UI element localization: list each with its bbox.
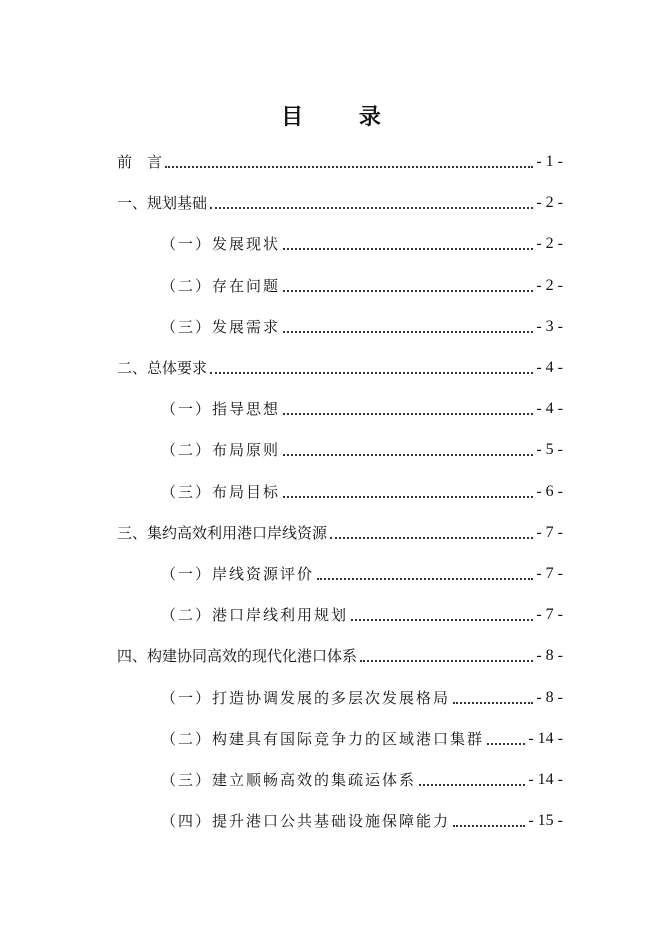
toc-entry-section[interactable] [161,682,563,708]
toc-entry-page-number: - 1 - [536,153,563,170]
toc-entry-page-number: - 3 - [536,317,563,335]
toc-entry-label: （二）构建具有国际竞争力的区域港口集群 [161,729,485,748]
toc-dot-leader [283,413,533,415]
toc-dot-leader [453,702,533,704]
toc-dot-leader [283,248,533,250]
toc-entry-section[interactable] [161,393,563,419]
toc-entry-label: （一）打造协调发展的多层次发展格局 [161,688,451,707]
toc-entry-page-number: - 4 - [536,359,563,376]
toc-entry-label: （一）发展现状 [161,235,281,254]
toc-dot-leader [283,454,533,456]
toc-dot-leader [487,743,525,745]
toc-entry-page-number: - 5 - [536,441,563,459]
toc-entry-chapter[interactable] [117,517,563,543]
toc-entry-page-number: - 14 - [528,771,563,788]
toc-entry-section[interactable] [161,764,563,790]
toc-dot-leader [210,207,533,209]
toc-dot-leader [283,331,533,333]
toc-dot-leader [330,537,533,539]
toc-entry-label: （一）指导思想 [161,400,281,419]
toc-dot-leader [453,825,525,827]
toc-entry-label: （一）岸线资源评价 [161,565,315,583]
toc-entry-page-number: - 15 - [528,812,563,830]
toc-entry-chapter[interactable] [117,352,563,378]
toc-dot-leader [360,660,533,662]
toc-dot-leader [165,166,533,168]
toc-entry-label: 四、构建协同高效的现代化港口体系 [117,647,358,666]
toc-entry-label: （三）发展需求 [161,317,281,336]
toc-entry-section[interactable] [161,599,563,625]
toc-entry-page-number: - 2 - [536,276,563,294]
toc-entry-section[interactable] [161,228,563,254]
toc-entry-label: 前 言 [117,153,163,171]
toc-entry-page-number: - 8 - [536,688,563,706]
toc-dot-leader [351,619,533,621]
toc-dot-leader [283,290,533,292]
toc-entry-page-number: - 2 - [536,194,563,212]
toc-entry-label: （二）布局原则 [161,441,281,460]
toc-entry-section[interactable] [161,434,563,460]
toc-entry-page-number: - 7 - [536,606,563,624]
toc-entry-chapter[interactable] [117,187,563,213]
toc-entry-chapter[interactable] [117,640,563,666]
toc-dot-leader [210,372,533,374]
toc-title: 目 录 [281,105,405,130]
toc-entry-label: 一、规划基础 [117,194,208,213]
toc-dot-leader [317,578,533,580]
toc-entry-section[interactable] [161,476,563,502]
toc-entry-label: （二）港口岸线利用规划 [161,606,349,625]
toc-entry-label: （四）提升港口公共基础设施保障能力 [161,812,451,831]
toc-entry-section[interactable] [161,558,563,584]
toc-entry-label: （三）布局目标 [161,482,281,501]
toc-entry-section[interactable] [161,723,563,749]
toc-dot-leader [419,784,525,786]
toc-entry-section[interactable] [161,270,563,296]
toc-entry-label: （二）存在问题 [161,276,281,295]
toc-entry-label: 二、总体要求 [117,359,208,377]
toc-entry-page-number: - 2 - [536,235,563,253]
toc-entry-section[interactable] [161,311,563,337]
toc-entry-chapter[interactable] [117,146,563,172]
toc-dot-leader [283,496,533,498]
toc-entry-label: 三、集约高效利用港口岸线资源 [117,523,328,542]
toc-entry-page-number: - 4 - [536,400,563,418]
toc-entry-page-number: - 7 - [536,565,563,582]
toc-entry-page-number: - 14 - [528,729,563,747]
toc-entry-section[interactable] [161,805,563,831]
toc-entry-page-number: - 8 - [536,647,563,665]
toc-entry-page-number: - 7 - [536,523,563,541]
toc-entry-page-number: - 6 - [536,482,563,500]
toc-entry-label: （三）建立顺畅高效的集疏运体系 [161,771,417,789]
